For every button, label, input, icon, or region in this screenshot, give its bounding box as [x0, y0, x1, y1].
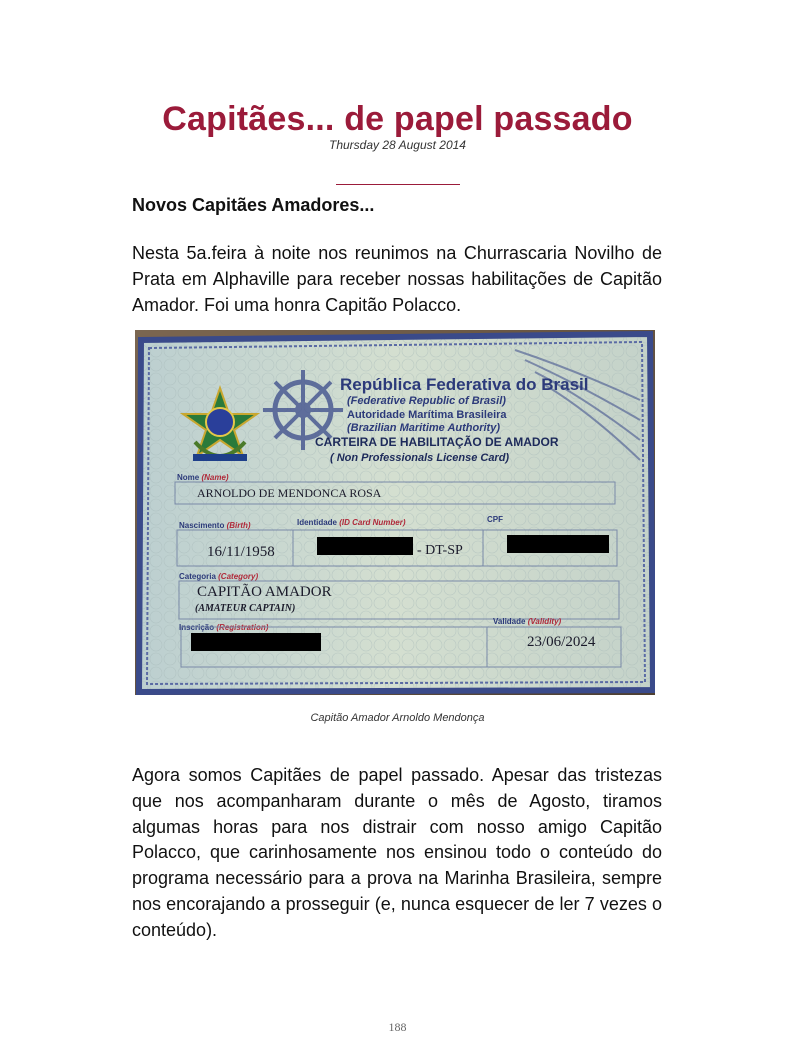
id-label: Identidade (ID Card Number)	[297, 518, 406, 527]
paragraph-body: Agora somos Capitães de papel passado. Apesar das tristezas que nos acompanharam durante o mês de Agosto, tiramos algumas horas para nos distrair com nosso amigo Capitão Polacco, que carinhosamente nos ensinou todo o conteúdo do programa necessário para a prova na Marinha Brasileira, sempre nos encorajando a prosseguir (e, nunca esquecer de ler 7 vezes o conteúdo).	[132, 765, 662, 940]
license-card-illustration	[135, 330, 655, 695]
card-header-republic: República Federativa do Brasil	[340, 375, 589, 394]
validity-value: 23/06/2024	[527, 634, 596, 650]
registration-label: Inscrição (Registration)	[179, 623, 269, 632]
cpf-redaction	[507, 535, 609, 553]
card-subtitle: ( Non Professionals License Card)	[330, 452, 510, 464]
name-label: Nome (Name)	[177, 473, 229, 482]
name-value: ARNOLDO DE MENDONCA ROSA	[197, 486, 382, 500]
post-title: Capitães... de papel passado	[162, 100, 633, 138]
card-title: CARTEIRA DE HABILITAÇÃO DE AMADOR	[315, 435, 559, 449]
paragraph-intro: Nesta 5a.feira à noite nos reunimos na Churrascaria Novilho de Prata em Alphaville para receber nossas habilitações de Capitão Amador. Foi uma honra Capitão Polacco.	[132, 243, 662, 315]
birth-value: 16/11/1958	[207, 544, 275, 560]
card-header-republic-en: (Federative Republic of Brasil)	[347, 395, 506, 407]
cpf-label: CPF	[487, 515, 503, 524]
id-suffix: - DT-SP	[417, 543, 463, 558]
category-value: CAPITÃO AMADOR	[197, 584, 332, 600]
card-header-authority: Autoridade Marítima Brasileira	[347, 409, 507, 421]
card-header-authority-en: (Brazilian Maritime Authority)	[347, 422, 500, 434]
post-date: Thursday 28 August 2014	[329, 138, 466, 152]
post-subheading: Novos Capitães Amadores...	[132, 195, 375, 215]
page-number: 188	[388, 1020, 407, 1034]
title-divider	[336, 184, 460, 185]
birth-label: Nascimento (Birth)	[179, 521, 251, 530]
id-redaction	[317, 537, 413, 555]
category-value-en: (AMATEUR CAPTAIN)	[195, 603, 296, 614]
license-card-photo	[135, 330, 655, 695]
photo-caption: Capitão Amador Arnoldo Mendonça	[310, 712, 485, 724]
category-label: Categoria (Category)	[179, 572, 259, 581]
registration-redaction	[191, 633, 321, 651]
validity-label: Validade (Validity)	[493, 617, 562, 626]
